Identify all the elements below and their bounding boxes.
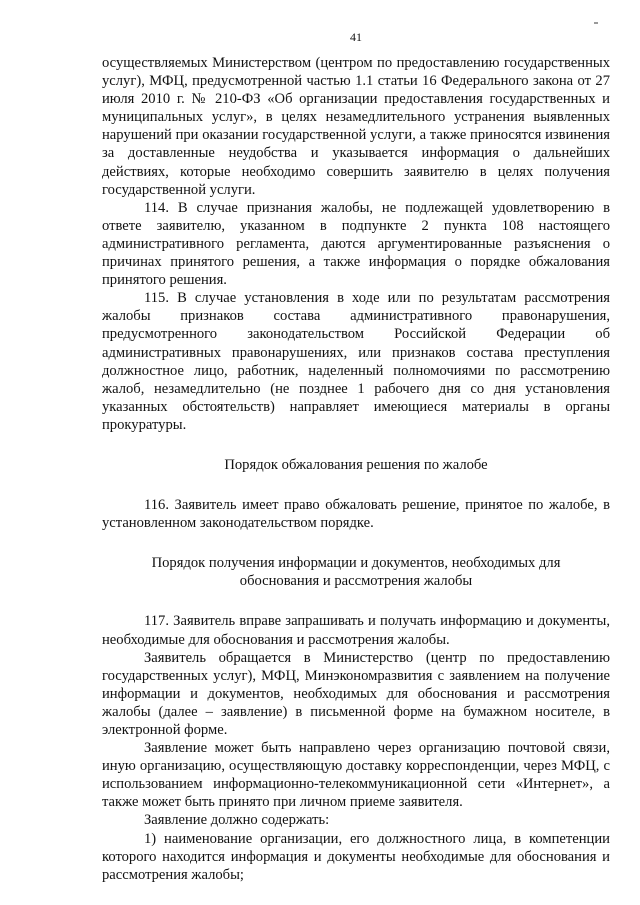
paragraph-117-submission-methods: Заявление может быть направлено через организацию почтовой связи, иную организацию, осуществляющую доставку корреспонденции, через МФЦ, с использованием информационно-телекоммуникационной сети «Интернет», а также может быть принято при личном приеме заявителя. bbox=[102, 740, 610, 811]
section-heading-line: обоснования и рассмотрения жалобы bbox=[239, 573, 473, 590]
page-number: 41 bbox=[350, 30, 362, 44]
paragraph-116: 116. Заявитель имеет право обжаловать решение, принятое по жалобе, в установленном законодательством порядке. bbox=[102, 497, 610, 532]
paragraph-117: 117. Заявитель вправе запрашивать и получать информацию и документы, необходимые для обоснования и рассмотрения жалобы. bbox=[102, 613, 610, 648]
paragraph-117-contents-intro: Заявление должно содержать: bbox=[144, 812, 330, 829]
paragraph-117-application-channels: Заявитель обращается в Министерство (центр по предоставлению государственных услуг), МФЦ, Минэкономразвития с заявлением на получение информации и документов, необходимых для обоснования и рассмотрения жалобы (далее – заявление) в письменной форме на бумажном носителе, в электронной форме. bbox=[102, 649, 610, 738]
paragraph-continuation: осуществляемых Министерством (центром по предоставлению государственных услуг), МФЦ, предусмотренной частью 1.1 статьи 16 Федерального закона от 27 июля 2010 г. № 210-ФЗ «Об организации предоставления государственных и муниципальных услуг», в целях незамедлительного устранения выявленных нарушений при оказании государственной услуги, а также приносятся извинения за доставленные неудобства и указывается информация о дальнейших действиях, которые необходимо совершить заявителю в целях получения государственной услуги. bbox=[102, 55, 610, 198]
paragraph-114: 114. В случае признания жалобы, не подлежащей удовлетворению в ответе заявителю, указанном в подпункте 2 пункта 108 настоящего административного регламента, даются аргументированные разъяснения о причинах принятого решения, а также информация о порядке обжалования принятого решения. bbox=[102, 199, 610, 289]
section-heading-line: Порядок получения информации и документов, необходимых для bbox=[151, 555, 561, 572]
section-heading-information-order bbox=[102, 554, 610, 590]
paragraph-115: 115. В случае установления в ходе или по результатам рассмотрения жалобы признаков состава административного правонарушения, предусмотренного законодательством Российской Федерации об административных правонарушениях, или признаков состава преступления должностное лицо, работник, наделенный полномочиями по рассмотрению жалоб, незамедлительно (не позднее 1 рабочего дня со дня установления указанных обстоятельств) направляет имеющиеся материалы в органы прокуратуры. bbox=[102, 290, 610, 433]
paragraph-117-item-1: 1) наименование организации, его должностного лица, в компетенции которого находится информация и документы необходимые для обоснования и рассмотрения жалобы; bbox=[102, 830, 610, 883]
section-heading-appeal-order: Порядок обжалования решения по жалобе bbox=[224, 456, 488, 473]
document-body bbox=[102, 54, 610, 884]
scan-mark bbox=[594, 22, 598, 24]
